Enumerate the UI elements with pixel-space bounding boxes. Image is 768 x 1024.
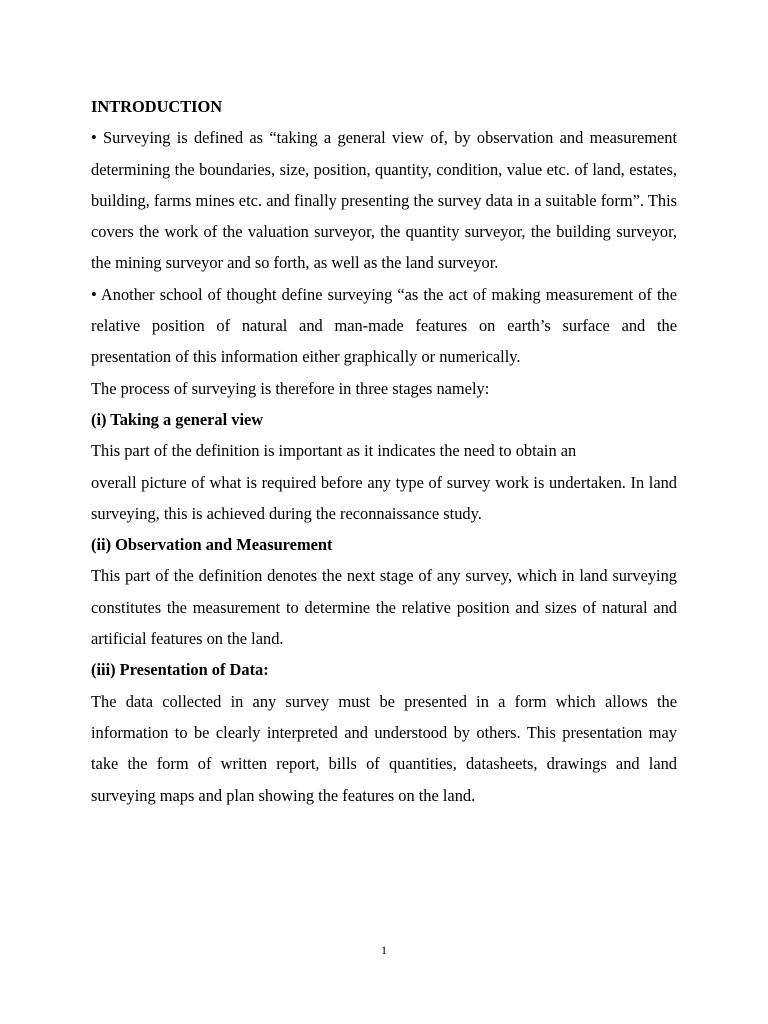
paragraph-observation-body: This part of the definition denotes the next stage of any survey, which in land surveying constitutes the measurement to determine the relative position and sizes of natural and artificial features on the land.	[91, 566, 677, 649]
page-number: 1	[381, 943, 387, 957]
paragraph-general-view-line-1: This part of the definition is important as it indicates the need to obtain an	[91, 441, 577, 461]
page-title: INTRODUCTION	[91, 97, 223, 116]
paragraph-alternative-definition: • Another school of thought define surveying “as the act of making measurement of the relative position of natural and man-made features on earth’s surface and the presentation of this information either graphically or numerically.	[91, 284, 677, 367]
paragraph-stages-intro: The process of surveying is therefore in three stages namely:	[91, 378, 490, 398]
section-heading-general-view: (i) Taking a general view	[91, 409, 264, 429]
paragraph-surveying-definition: • Surveying is defined as “taking a general view of, by observation and measurement determining the boundaries, size, position, quantity, condition, value etc. of land, estates, building, farms mines etc. and finally presenting the survey data in a suitable form”. This covers the work of the valuation surveyor, the quantity surveyor, the building surveyor, the mining surveyor and so forth, as well as the land surveyor.	[91, 128, 677, 273]
section-heading-observation: (ii) Observation and Measurement	[91, 535, 333, 555]
document-page	[91, 91, 677, 811]
paragraph-presentation-body: The data collected in any survey must be presented in a form which allows the information to be clearly interpreted and understood by others. This presentation may take the form of written report, bills of quantities, datasheets, drawings and land surveying maps and plan showing the features on the land.	[91, 691, 677, 805]
paragraph-general-view-body: overall picture of what is required before any type of survey work is undertaken. In land surveying, this is achieved during the reconnaissance study.	[91, 472, 677, 523]
section-heading-presentation: (iii) Presentation of Data:	[91, 660, 269, 680]
